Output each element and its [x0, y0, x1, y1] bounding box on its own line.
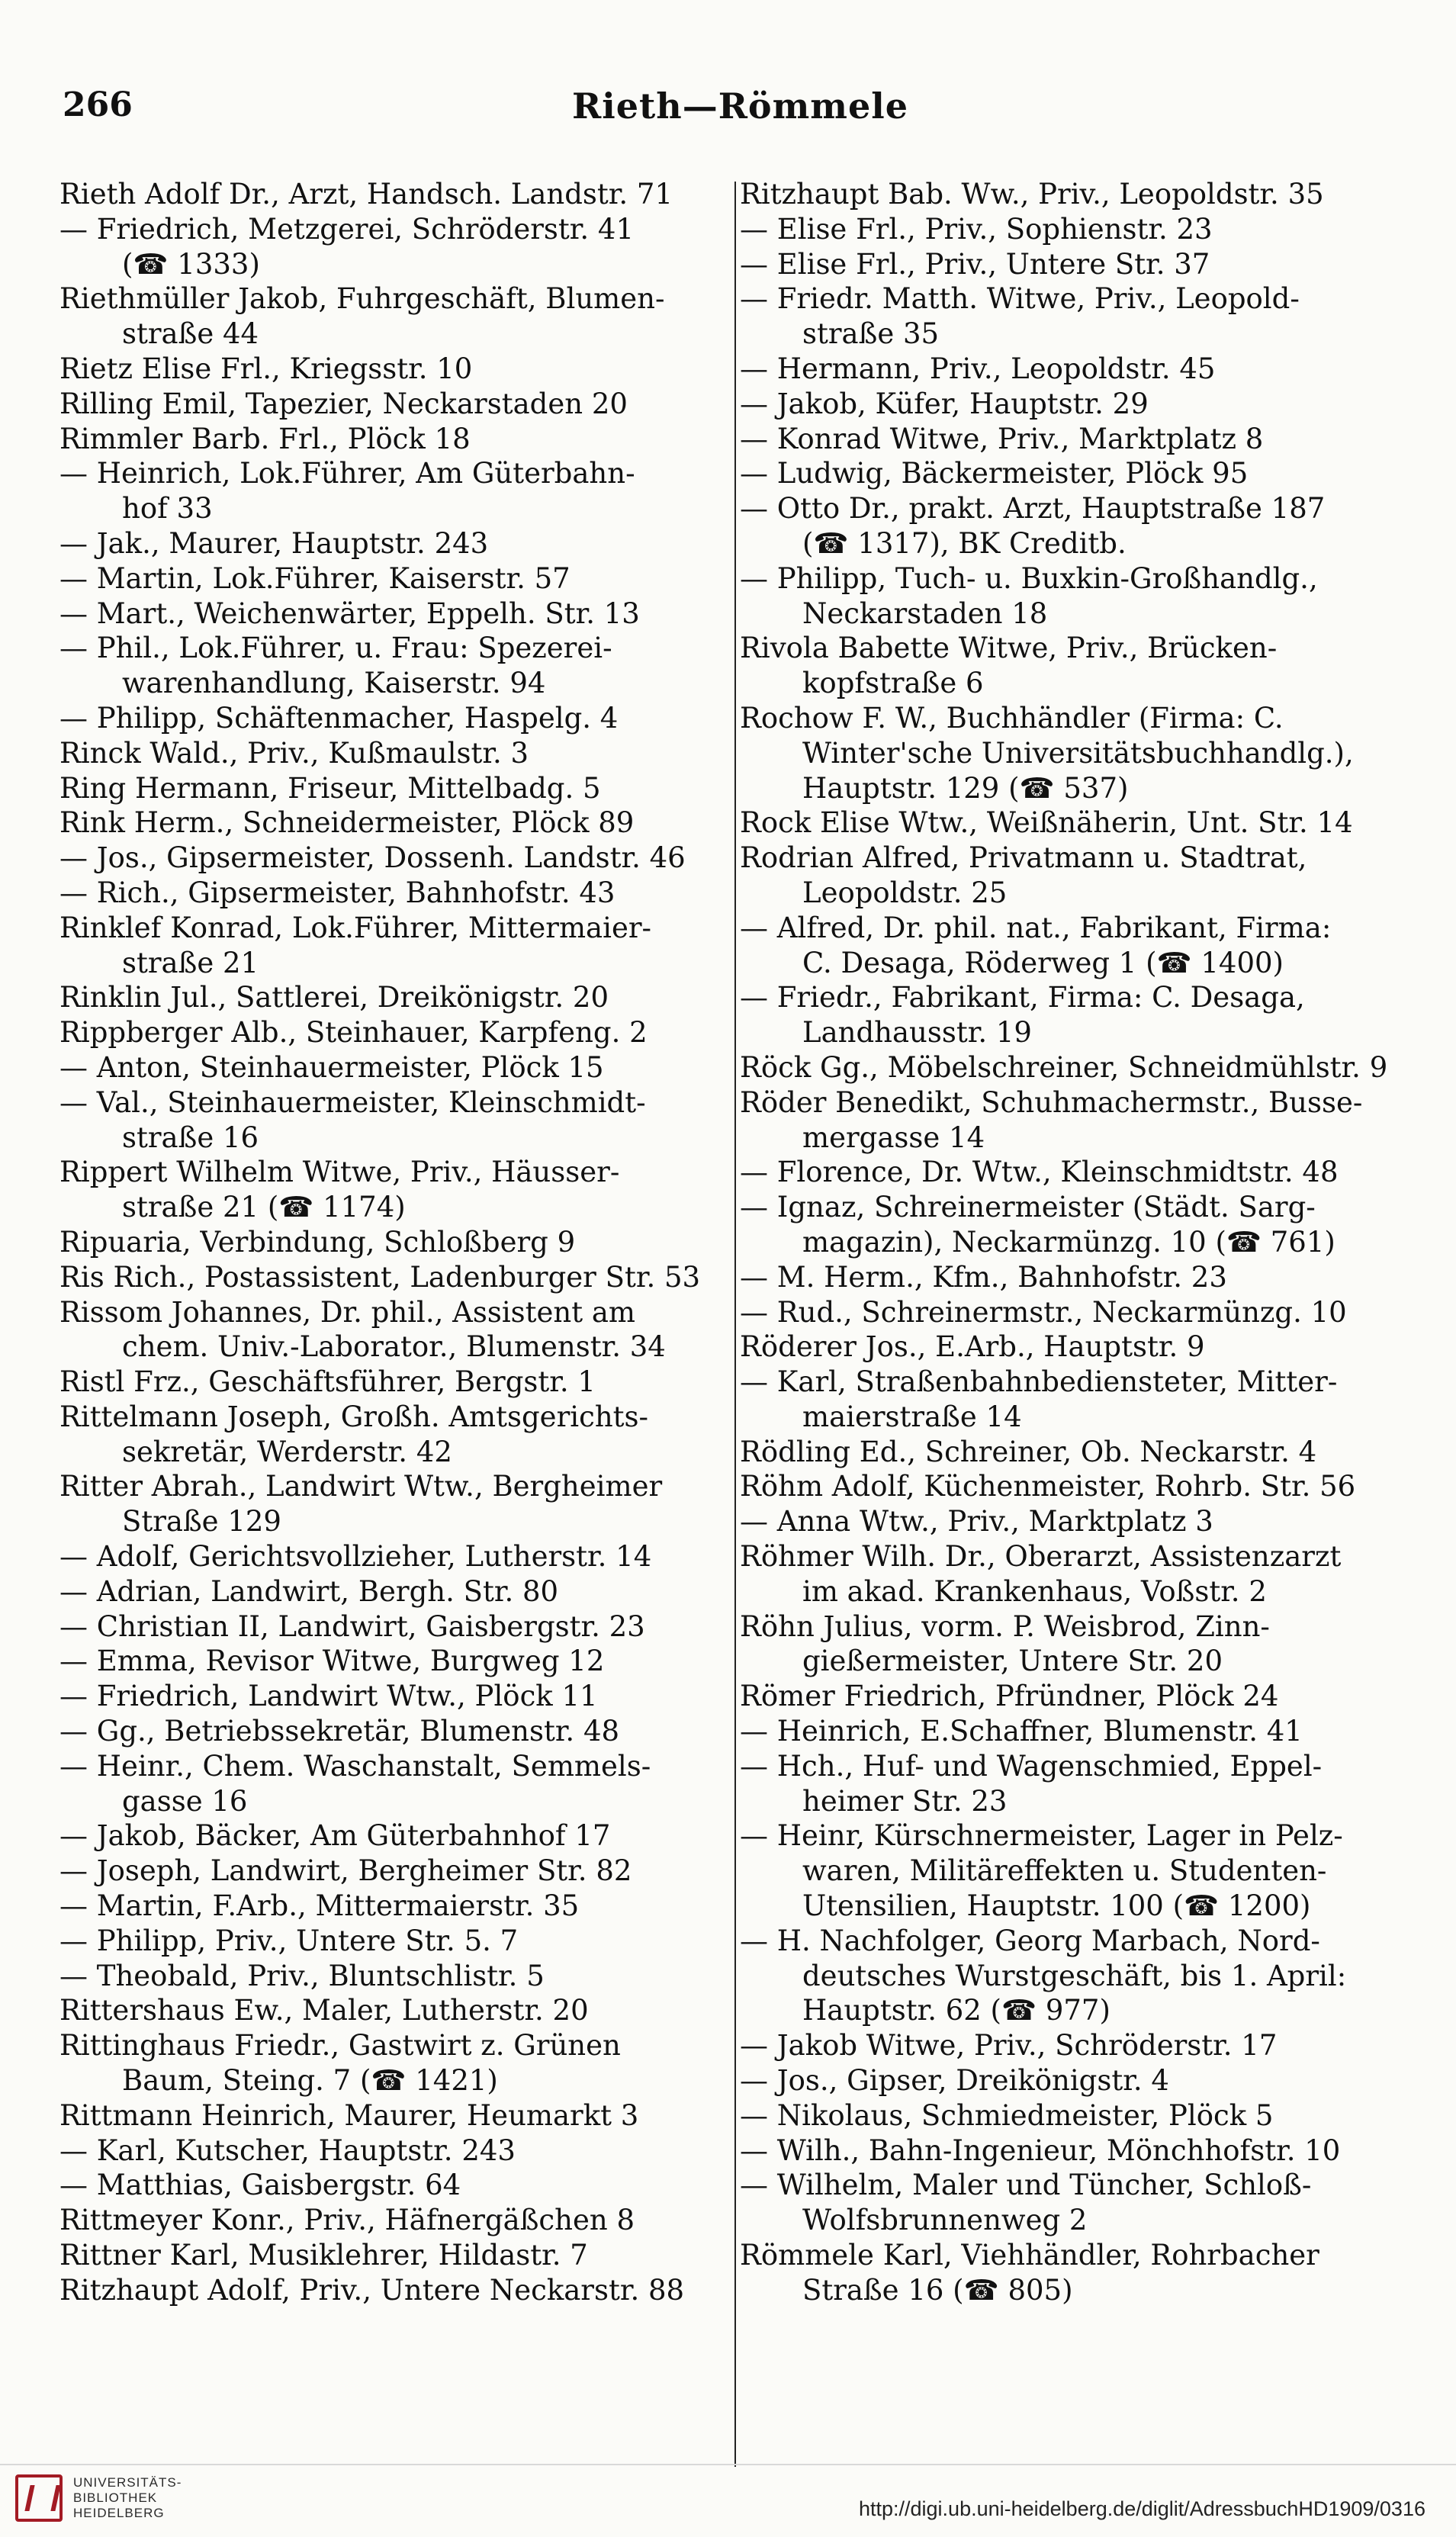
directory-entry	[740, 491, 1426, 561]
directory-entry	[59, 2238, 735, 2273]
directory-entry	[740, 456, 1426, 491]
entry-continuation-line: Baum, Steing. 7 (☎ 1421)	[122, 2064, 498, 2098]
directory-entry	[740, 701, 1426, 805]
entry-continuation-line: hof 33	[122, 492, 213, 526]
entry-continuation-line: Wolfsbrunnenweg 2	[802, 2204, 1088, 2237]
entry-line: Rittelmann Joseph, Großh. Amtsgerichts-	[59, 1400, 649, 1433]
entry-line: — Heinr., Chem. Waschanstalt, Semmels-	[59, 1749, 651, 1783]
entry-continuation-line: chem. Univ.-Laborator., Blumenstr. 34	[122, 1330, 666, 1364]
entry-line: — Heinrich, Lok.Führer, Am Güterbahn-	[59, 457, 635, 490]
library-logo	[15, 2474, 182, 2522]
directory-entry	[740, 2238, 1426, 2308]
directory-entry	[740, 1609, 1426, 1680]
logo-line: HEIDELBERG	[73, 2506, 165, 2520]
entry-line: Riethmüller Jakob, Fuhrgeschäft, Blumen-	[59, 282, 665, 316]
logo-line: BIBLIOTHEK	[73, 2490, 158, 2505]
library-logo-text	[73, 2475, 182, 2521]
directory-entry	[59, 911, 735, 981]
directory-entry	[59, 1959, 735, 1994]
directory-entry	[59, 1854, 735, 1889]
entry-line: Rodrian Alfred, Privatmann u. Stadtrat,	[740, 841, 1307, 875]
entry-line: — Wilh., Bahn-Ingenieur, Mönchhofstr. 10	[740, 2133, 1341, 2167]
entry-line: Rissom Johannes, Dr. phil., Assistent am	[59, 1295, 636, 1329]
directory-entry	[59, 1574, 735, 1609]
entry-line: Rittershaus Ew., Maler, Lutherstr. 20	[59, 1994, 589, 2027]
entry-line: — Jakob, Bäcker, Am Güterbahnhof 17	[59, 1819, 611, 1853]
entry-line: Römer Friedrich, Pfründner, Plöck 24	[740, 1680, 1279, 1713]
entry-continuation-line: straße 44	[122, 317, 259, 351]
directory-entry	[740, 177, 1426, 212]
entry-line: Rink Herm., Schneidermeister, Plöck 89	[59, 806, 635, 840]
entry-line: — Otto Dr., prakt. Arzt, Hauptstraße 187	[740, 492, 1326, 526]
running-head: Rieth—Römmele	[572, 85, 908, 127]
entry-line: — Karl, Kutscher, Hauptstr. 243	[59, 2133, 516, 2167]
directory-entry	[740, 2098, 1426, 2133]
directory-entry	[59, 701, 735, 736]
entry-line: Röhm Adolf, Küchenmeister, Rohrb. Str. 56	[740, 1470, 1356, 1503]
directory-entry	[59, 1714, 735, 1749]
entry-line: — Philipp, Priv., Untere Str. 5. 7	[59, 1924, 519, 1957]
entry-line: Rittmann Heinrich, Maurer, Heumarkt 3	[59, 2098, 639, 2132]
entry-line: — Emma, Revisor Witwe, Burgweg 12	[59, 1645, 605, 1678]
entry-line: — Hermann, Priv., Leopoldstr. 45	[740, 352, 1216, 385]
directory-entry	[59, 177, 735, 212]
entry-line: Rinklef Konrad, Lok.Führer, Mittermaier-	[59, 911, 652, 944]
entry-continuation-line: gießermeister, Untere Str. 20	[802, 1645, 1223, 1678]
directory-entry	[740, 980, 1426, 1050]
entry-continuation-line: (☎ 1333)	[122, 247, 260, 281]
entry-line: — M. Herm., Kfm., Bahnhofstr. 23	[740, 1260, 1227, 1294]
directory-entry	[59, 771, 735, 806]
directory-entry	[59, 1993, 735, 2028]
entry-line: Ritzhaupt Bab. Ww., Priv., Leopoldstr. 35	[740, 178, 1324, 211]
entry-line: Rödling Ed., Schreiner, Ob. Neckarstr. 4	[740, 1435, 1317, 1468]
directory-entry	[59, 1818, 735, 1854]
entry-continuation-line: Hauptstr. 129 (☎ 537)	[802, 771, 1129, 805]
directory-entry	[59, 561, 735, 596]
entry-line: Rinklin Jul., Sattlerei, Dreikönigstr. 20	[59, 981, 609, 1014]
entry-line: Ritzhaupt Adolf, Priv., Untere Neckarstr. 88	[59, 2273, 685, 2307]
entry-line: — Adolf, Gerichtsvollzieher, Lutherstr. 14	[59, 1540, 652, 1574]
directory-entry	[59, 1365, 735, 1400]
directory-entry	[59, 1295, 735, 1365]
entry-line: — Friedr., Fabrikant, Firma: C. Desaga,	[740, 981, 1305, 1014]
directory-entry	[740, 631, 1426, 701]
directory-entry	[740, 2063, 1426, 2098]
directory-entry	[59, 805, 735, 841]
directory-entry	[59, 1609, 735, 1645]
entry-line: Rilling Emil, Tapezier, Neckarstaden 20	[59, 387, 628, 420]
entry-line: Ring Hermann, Friseur, Mittelbadg. 5	[59, 771, 601, 805]
directory-entry	[740, 281, 1426, 352]
directory-entry	[59, 1924, 735, 1959]
entry-line: — Martin, Lok.Führer, Kaiserstr. 57	[59, 561, 571, 595]
directory-entry	[59, 631, 735, 701]
entry-continuation-line: Utensilien, Hauptstr. 100 (☎ 1200)	[802, 1889, 1311, 1923]
directory-entry	[740, 422, 1426, 457]
directory-entry	[59, 980, 735, 1015]
directory-entry	[740, 1190, 1426, 1260]
entry-continuation-line: (☎ 1317), BK Creditb.	[802, 526, 1127, 560]
directory-entry	[740, 805, 1426, 841]
entry-line: — Friedrich, Metzgerei, Schröderstr. 41	[59, 212, 635, 246]
entry-line: Röderer Jos., E.Arb., Hauptstr. 9	[740, 1330, 1205, 1364]
entry-line: — Konrad Witwe, Priv., Marktplatz 8	[740, 422, 1264, 455]
directory-entry	[740, 911, 1426, 981]
directory-entry	[59, 2203, 735, 2238]
entry-line: — H. Nachfolger, Georg Marbach, Nord-	[740, 1924, 1320, 1957]
entry-line: Rippert Wilhelm Witwe, Priv., Häusser-	[59, 1156, 620, 1189]
directory-entry	[59, 1050, 735, 1085]
entry-line: — Nikolaus, Schmiedmeister, Plöck 5	[740, 2098, 1274, 2132]
directory-entry	[740, 387, 1426, 422]
directory-entry	[59, 1749, 735, 1819]
entry-line: Rochow F. W., Buchhändler (Firma: C.	[740, 701, 1284, 735]
directory-entry	[59, 876, 735, 911]
entry-line: Rittner Karl, Musiklehrer, Hildastr. 7	[59, 2239, 588, 2272]
entry-line: Röck Gg., Möbelschreiner, Schneidmühlstr. 9	[740, 1050, 1388, 1084]
directory-entry	[740, 1085, 1426, 1156]
entry-line: — Gg., Betriebssekretär, Blumenstr. 48	[59, 1715, 620, 1748]
directory-entry	[59, 841, 735, 876]
entry-line: — Jakob, Küfer, Hauptstr. 29	[740, 387, 1149, 420]
entry-line: — Jos., Gipser, Dreikönigstr. 4	[740, 2064, 1169, 2098]
entry-line: — Matthias, Gaisbergstr. 64	[59, 2169, 461, 2202]
entry-line: — Philipp, Tuch- u. Buxkin-Großhandlg.,	[740, 561, 1318, 595]
directory-entry	[59, 1889, 735, 1924]
source-url-link[interactable]: http://digi.ub.uni-heidelberg.de/diglit/AdressbuchHD1909/0316	[858, 2497, 1425, 2520]
directory-entry	[59, 736, 735, 771]
entry-continuation-line: Hauptstr. 62 (☎ 977)	[802, 1994, 1110, 2027]
directory-entry	[740, 1330, 1426, 1365]
entry-line: Rippberger Alb., Steinhauer, Karpfeng. 2	[59, 1016, 648, 1050]
directory-entry	[59, 422, 735, 457]
directory-entry	[740, 1295, 1426, 1330]
entry-continuation-line: warenhandlung, Kaiserstr. 94	[122, 667, 546, 700]
directory-entry	[740, 2133, 1426, 2169]
directory-entry	[740, 1469, 1426, 1504]
library-logo-icon	[15, 2474, 63, 2522]
entry-continuation-line: deutsches Wurstgeschäft, bis 1. April:	[802, 1959, 1347, 1992]
directory-entry	[59, 526, 735, 561]
entry-line: — Ludwig, Bäckermeister, Plöck 95	[740, 457, 1249, 490]
left-column	[59, 177, 735, 2308]
entry-continuation-line: straße 21	[122, 946, 259, 979]
entry-line: Röhmer Wilh. Dr., Oberarzt, Assistenzarzt	[740, 1540, 1342, 1574]
entry-continuation-line: Leopoldstr. 25	[802, 876, 1008, 909]
directory-entry	[740, 1260, 1426, 1295]
page-footer	[0, 2464, 1456, 2537]
entry-line: Römmele Karl, Viehhändler, Rohrbacher	[740, 2239, 1319, 2272]
entry-line: Rittmeyer Konr., Priv., Häfnergäßchen 8	[59, 2204, 635, 2237]
entry-line: — Hch., Huf- und Wagenschmied, Eppel-	[740, 1749, 1323, 1783]
entry-line: — Rich., Gipsermeister, Bahnhofstr. 43	[59, 876, 616, 909]
directory-entry	[740, 2168, 1426, 2238]
directory-entry	[740, 2028, 1426, 2063]
entry-continuation-line: Straße 16 (☎ 805)	[802, 2273, 1073, 2307]
directory-entry	[740, 247, 1426, 282]
right-column	[740, 177, 1426, 2308]
entry-continuation-line: C. Desaga, Röderweg 1 (☎ 1400)	[802, 946, 1284, 979]
entry-line: — Florence, Dr. Wtw., Kleinschmidtstr. 48	[740, 1156, 1339, 1189]
entry-continuation-line: sekretär, Werderstr. 42	[122, 1435, 452, 1468]
entry-line: — Elise Frl., Priv., Untere Str. 37	[740, 247, 1210, 281]
entry-line: — Elise Frl., Priv., Sophienstr. 23	[740, 212, 1213, 246]
entry-line: — Joseph, Landwirt, Bergheimer Str. 82	[59, 1854, 632, 1888]
entry-line: — Theobald, Priv., Bluntschlistr. 5	[59, 1959, 545, 1992]
directory-entry	[740, 1155, 1426, 1190]
entry-line: — Philipp, Schäftenmacher, Haspelg. 4	[59, 701, 619, 735]
directory-entry	[740, 212, 1426, 247]
directory-entry	[740, 1749, 1426, 1819]
directory-entry	[740, 1924, 1426, 2028]
directory-entry	[740, 1818, 1426, 1923]
directory-entry	[59, 2273, 735, 2308]
entry-continuation-line: im akad. Krankenhaus, Voßstr. 2	[802, 1574, 1267, 1608]
directory-entry	[59, 456, 735, 526]
directory-entry	[740, 1714, 1426, 1749]
entry-line: Ripuaria, Verbindung, Schloßberg 9	[59, 1225, 576, 1259]
entry-line: — Adrian, Landwirt, Bergh. Str. 80	[59, 1574, 559, 1608]
entry-line: — Friedr. Matth. Witwe, Priv., Leopold-	[740, 282, 1300, 316]
entry-line: — Anton, Steinhauermeister, Plöck 15	[59, 1050, 604, 1084]
entry-line: — Martin, F.Arb., Mittermaierstr. 35	[59, 1889, 580, 1923]
directory-entry	[59, 2168, 735, 2203]
entry-continuation-line: waren, Militäreffekten u. Studenten-	[802, 1854, 1327, 1888]
directory-entry	[740, 1504, 1426, 1539]
directory-entry	[59, 1539, 735, 1574]
entry-line: — Val., Steinhauermeister, Kleinschmidt-	[59, 1085, 646, 1119]
entry-line: — Friedrich, Landwirt Wtw., Plöck 11	[59, 1680, 598, 1713]
directory-entry	[59, 1260, 735, 1295]
entry-continuation-line: magazin), Neckarmünzg. 10 (☎ 761)	[802, 1225, 1335, 1259]
entry-continuation-line: kopfstraße 6	[802, 667, 984, 700]
directory-entry	[59, 1679, 735, 1714]
directory-entry	[740, 1679, 1426, 1714]
directory-entry	[59, 281, 735, 352]
entry-line: Röhn Julius, vorm. P. Weisbrod, Zinn-	[740, 1609, 1270, 1643]
directory-entry	[59, 1644, 735, 1679]
entry-continuation-line: straße 16	[122, 1121, 259, 1154]
entry-line: — Jak., Maurer, Hauptstr. 243	[59, 526, 489, 560]
entry-line: — Rud., Schreinermstr., Neckarmünzg. 10	[740, 1295, 1347, 1329]
column-divider	[734, 182, 736, 2467]
entry-line: — Wilhelm, Maler und Tüncher, Schloß-	[740, 2169, 1312, 2202]
entry-line: Rimmler Barb. Frl., Plöck 18	[59, 422, 471, 455]
directory-entry	[740, 561, 1426, 632]
footer-divider	[0, 2464, 1456, 2465]
directory-entry	[59, 2028, 735, 2098]
entry-line: Ris Rich., Postassistent, Ladenburger Str. 53	[59, 1260, 701, 1294]
entry-line: Rivola Babette Witwe, Priv., Brücken-	[740, 632, 1278, 665]
directory-entry	[740, 1365, 1426, 1435]
page-header	[63, 85, 1418, 131]
entry-continuation-line: straße 21 (☎ 1174)	[122, 1191, 406, 1224]
directory-entry	[740, 1050, 1426, 1085]
directory-entry	[59, 2133, 735, 2169]
directory-entry	[59, 1155, 735, 1225]
directory-entry	[59, 1225, 735, 1260]
entry-line: — Heinrich, E.Schaffner, Blumenstr. 41	[740, 1715, 1303, 1748]
entry-line: Rittinghaus Friedr., Gastwirt z. Grünen	[59, 2029, 621, 2063]
directory-entry	[59, 1085, 735, 1156]
entry-continuation-line: gasse 16	[122, 1784, 248, 1818]
entry-line: — Alfred, Dr. phil. nat., Fabrikant, Firma:	[740, 911, 1332, 944]
entry-line: Rock Elise Wtw., Weißnäherin, Unt. Str. 14	[740, 806, 1353, 840]
entry-line: Ristl Frz., Geschäftsführer, Bergstr. 1	[59, 1365, 596, 1399]
entry-continuation-line: maierstraße 14	[802, 1400, 1022, 1433]
directory-entry	[59, 352, 735, 387]
entry-line: Rietz Elise Frl., Kriegsstr. 10	[59, 352, 473, 385]
entry-line: — Jakob Witwe, Priv., Schröderstr. 17	[740, 2029, 1278, 2063]
entry-continuation-line: Neckarstaden 18	[802, 596, 1048, 630]
directory-entry	[59, 596, 735, 632]
entry-continuation-line: straße 35	[802, 317, 940, 351]
directory-entry	[59, 1400, 735, 1470]
entry-line: — Heinr, Kürschnermeister, Lager in Pelz-	[740, 1819, 1343, 1853]
entry-line: Rieth Adolf Dr., Arzt, Handsch. Landstr. 71	[59, 178, 673, 211]
directory-entry	[740, 841, 1426, 911]
entry-continuation-line: Landhausstr. 19	[802, 1016, 1032, 1050]
entry-line: Rinck Wald., Priv., Kußmaulstr. 3	[59, 736, 529, 770]
directory-entry	[59, 2098, 735, 2133]
entry-line: — Karl, Straßenbahnbediensteter, Mitter-	[740, 1365, 1338, 1399]
entry-continuation-line: Straße 129	[122, 1505, 281, 1539]
entry-line: — Phil., Lok.Führer, u. Frau: Spezerei-	[59, 632, 612, 665]
directory-entry	[59, 387, 735, 422]
directory-entry	[740, 352, 1426, 387]
logo-line: UNIVERSITÄTS-	[73, 2475, 182, 2490]
directory-entry	[59, 212, 735, 282]
page-number: 266	[63, 85, 133, 124]
directory-entry	[59, 1469, 735, 1539]
entry-line: — Anna Wtw., Priv., Marktplatz 3	[740, 1505, 1213, 1539]
entry-continuation-line: heimer Str. 23	[802, 1784, 1008, 1818]
entry-continuation-line: mergasse 14	[802, 1121, 985, 1154]
entry-continuation-line: Winter'sche Universitätsbuchhandlg.),	[802, 736, 1354, 770]
entry-line: — Ignaz, Schreinermeister (Städt. Sarg-	[740, 1191, 1316, 1224]
directory-entry	[59, 1015, 735, 1050]
entry-line: — Jos., Gipsermeister, Dossenh. Landstr. 46	[59, 841, 686, 875]
entry-line: — Mart., Weichenwärter, Eppelh. Str. 13	[59, 596, 640, 630]
entry-line: Röder Benedikt, Schuhmachermstr., Busse-	[740, 1085, 1363, 1119]
entry-line: — Christian II, Landwirt, Gaisbergstr. 23	[59, 1609, 645, 1643]
directory-entry	[740, 1435, 1426, 1470]
directory-entry	[740, 1539, 1426, 1609]
entry-line: Ritter Abrah., Landwirt Wtw., Bergheimer	[59, 1470, 663, 1503]
